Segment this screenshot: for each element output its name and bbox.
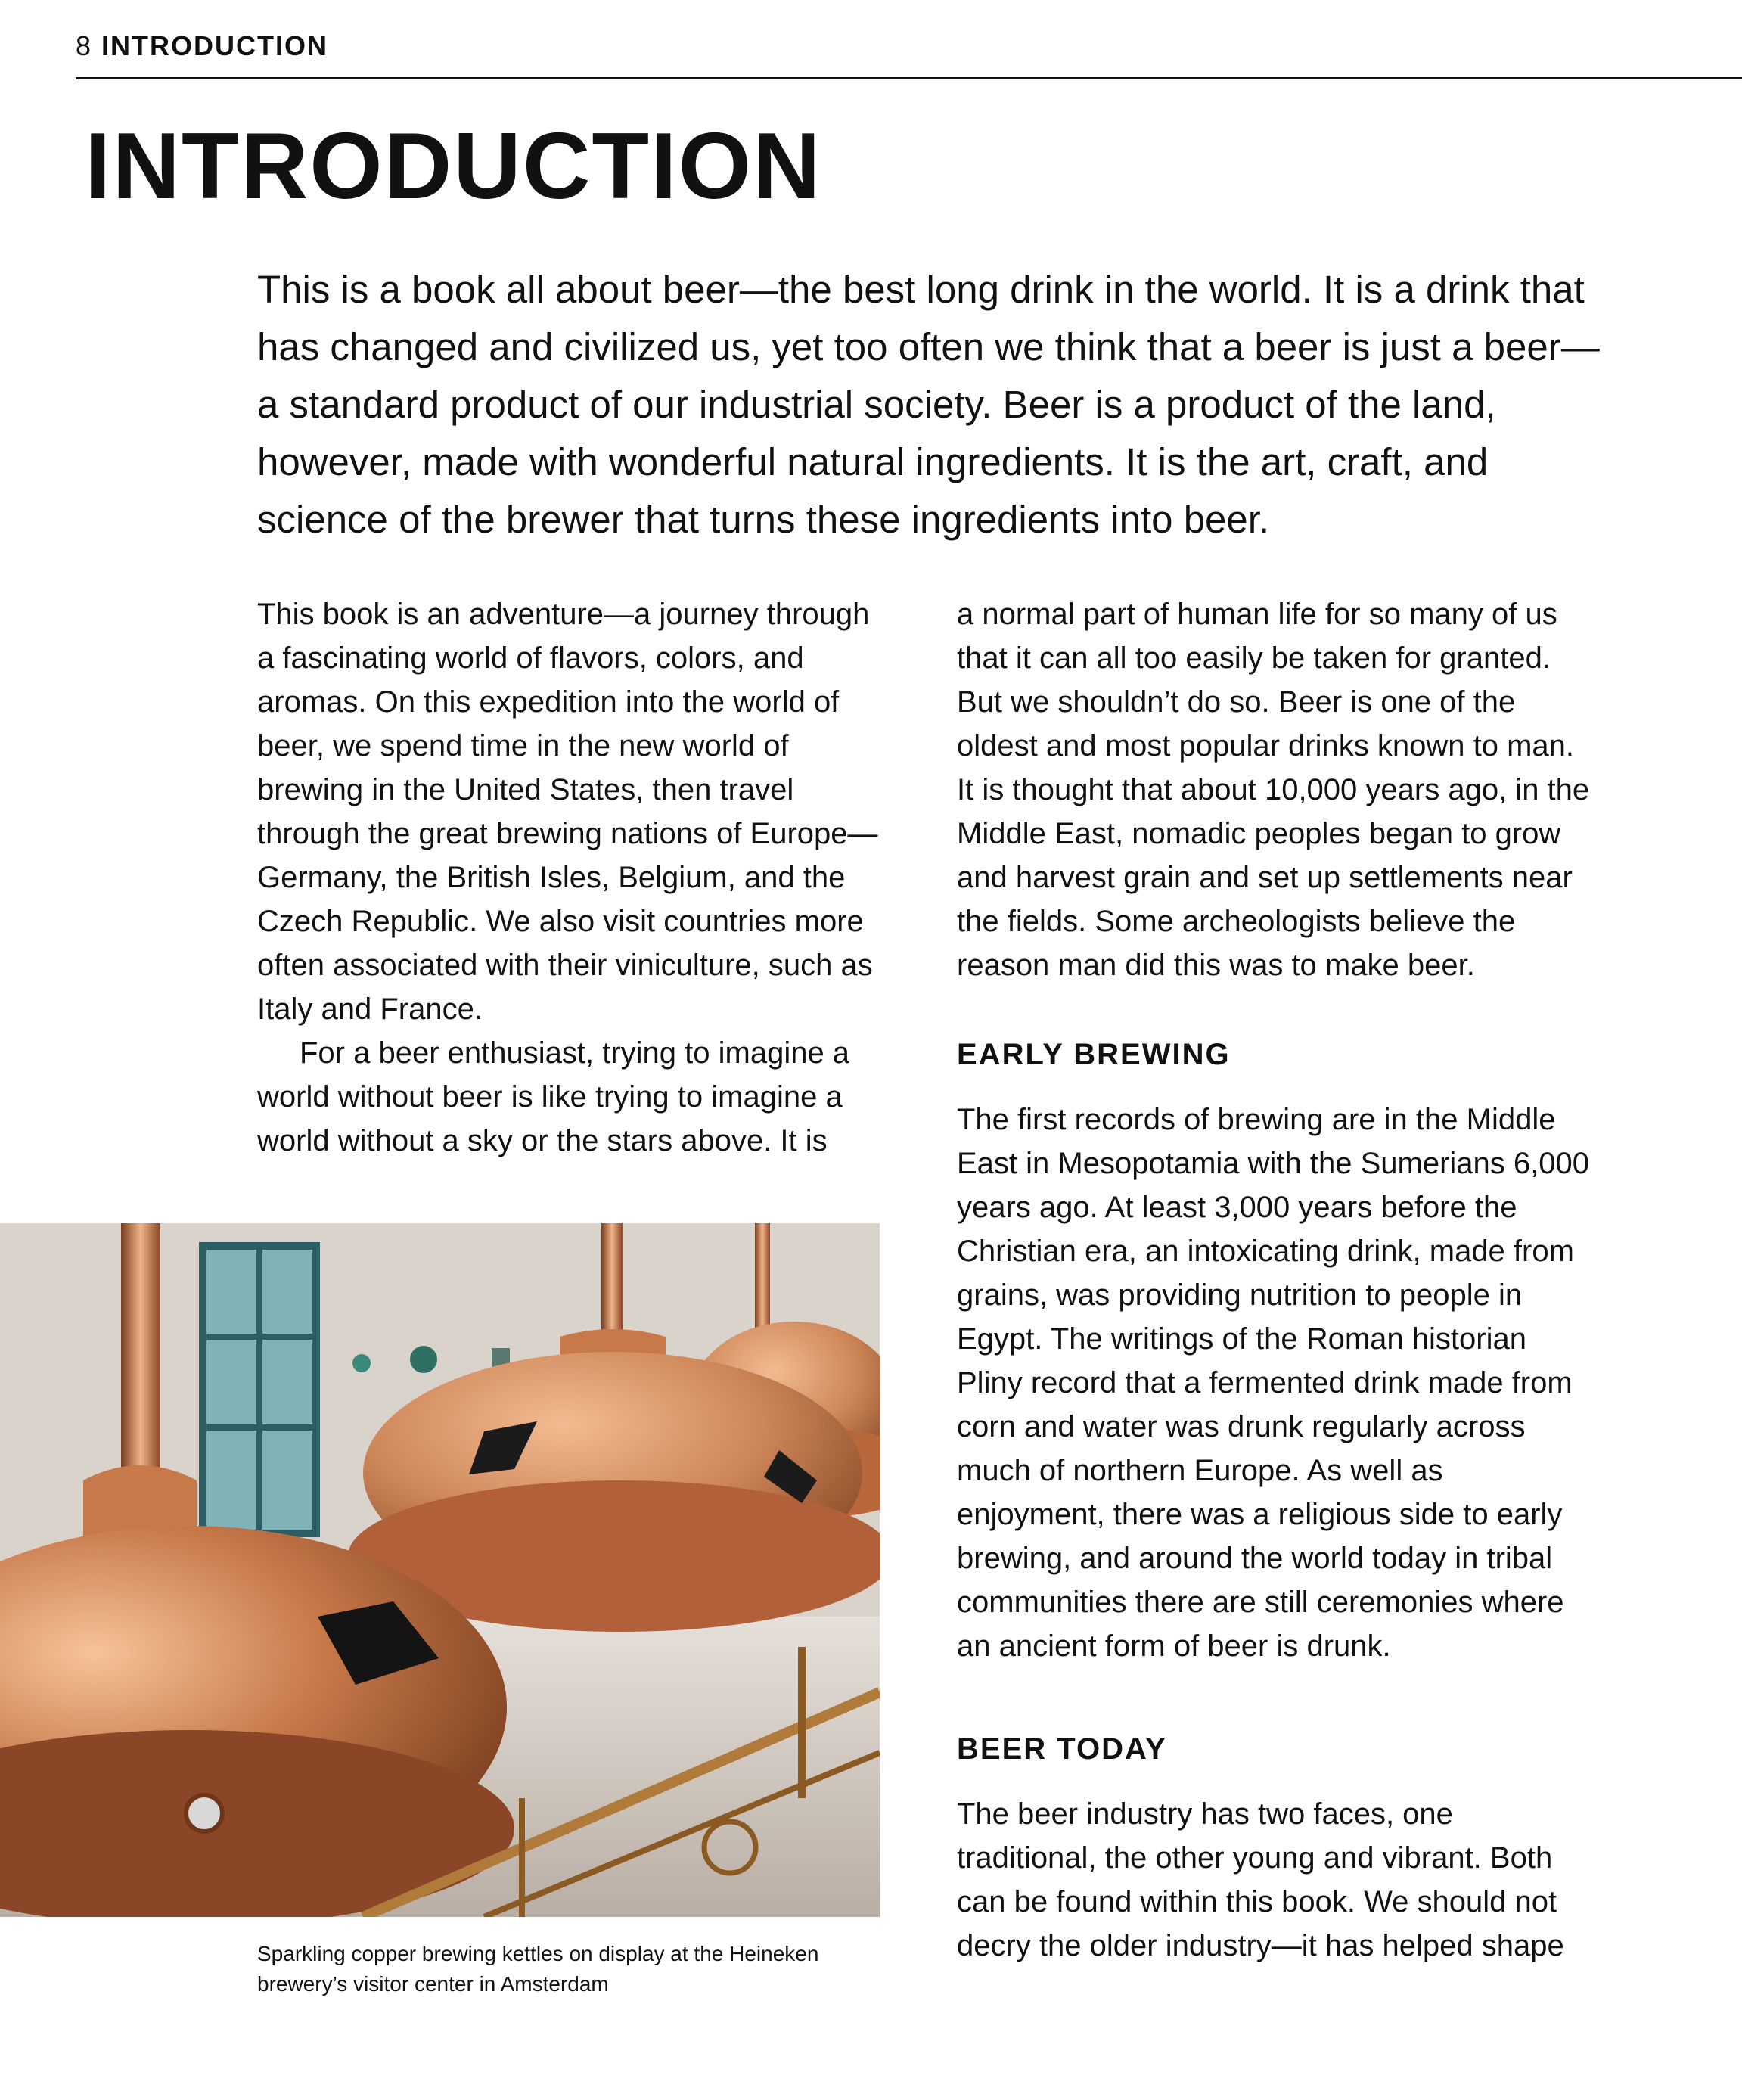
- right-column: [957, 592, 1592, 1968]
- running-head-section: INTRODUCTION: [101, 30, 329, 61]
- left-column: [257, 592, 893, 1163]
- body-paragraph: For a beer enthusiast, trying to imagine a world without beer is like trying to imagine a world without a sky or the stars above. It is: [257, 1036, 850, 1157]
- body-paragraph: a normal part of human life for so many of us that it can all too easily be taken for granted. But we shouldn’t do so. Beer is one of the oldest and most popular drinks known to man. It is thought that about 10,000 years ago, in the Middle East, nomadic peoples began to grow and harvest grain and set up settlements near the fields. Some archeologists believe the reason man did this was to make beer.: [957, 598, 1590, 982]
- body-paragraph: The beer industry has two faces, one traditional, the other young and vibrant. Both can be found within this book. We should not decry the older industry—it has helped shape: [957, 1797, 1564, 1962]
- copper-kettles-photo: [0, 1223, 880, 1917]
- running-head: [76, 30, 328, 62]
- section-heading-early-brewing: EARLY BREWING: [957, 1038, 1231, 1071]
- section-heading-beer-today: BEER TODAY: [957, 1732, 1167, 1766]
- body-paragraph: The first records of brewing are in the Middle East in Mesopotamia with the Sumerians 6,000 years ago. At least 3,000 years before the Christian era, an intoxicating drink, made from grains, was providing nutrition to people in Egypt. The writings of the Roman historian Pliny record that a fermented drink made from corn and water was drunk regularly across much of northern Europe. As well as enjoyment, there was a religious side to early brewing, and around the world today in tribal communities there are still ceremonies where an ancient form of beer is drunk.: [957, 1103, 1589, 1663]
- photo-caption: Sparkling copper brewing kettles on display at the Heineken brewery’s visitor center in Amsterdam: [257, 1942, 819, 1996]
- page-number: 8: [76, 30, 93, 61]
- window-frame: [203, 1246, 316, 1533]
- body-paragraph: This book is an adventure—a journey through a fascinating world of flavors, colors, and aromas. On this expedition into the world of beer, we spend time in the new world of brewing in the United States, then travel through the great brewing nations of Europe—Germany, the British Isles, Belgium, and the Czech Republic. We also visit countries more often associated with their viniculture, such as Italy and France.: [257, 598, 878, 1026]
- header-rule: [76, 77, 1742, 79]
- page-title: INTRODUCTION: [85, 114, 822, 219]
- lead-paragraph: This is a book all about beer—the best long drink in the world. It is a drink that has changed and civilized us, yet too often we think that a beer is just a beer—a standard product of our industrial society. Beer is a product of the land, however, made with wonderful natural ingredients. It is the art, craft, and science of the brewer that turns these ingredients into beer.: [257, 268, 1600, 541]
